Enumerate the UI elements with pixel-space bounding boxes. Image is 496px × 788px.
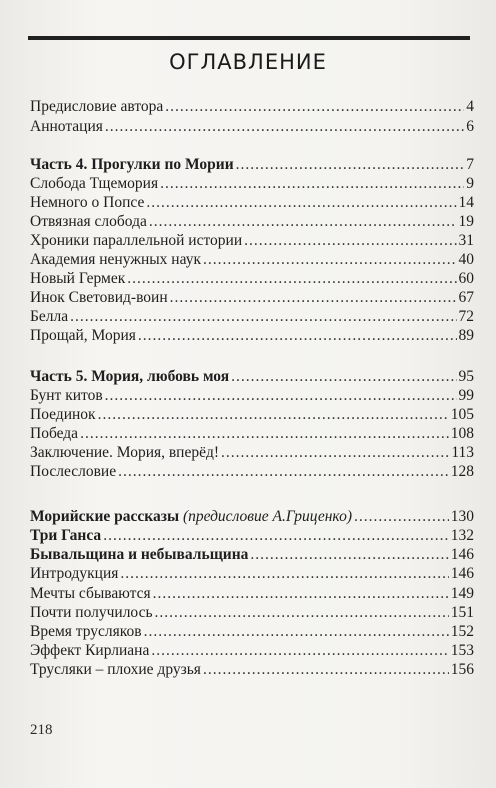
toc-entry-title: Заключение. Мория, вперёд!	[30, 444, 220, 461]
toc-entry-title: Слобода Тщемория	[30, 175, 159, 192]
toc-entry-title: Мечты сбываются	[30, 585, 151, 602]
toc-entry-page: 130	[450, 508, 474, 525]
toc-entry-title-text: Морийские рассказы	[30, 508, 180, 525]
toc-entry-title: Академия ненужных наук	[30, 251, 201, 268]
dot-leader	[144, 622, 449, 642]
toc-entry-page: 99	[458, 387, 474, 404]
dot-leader	[160, 174, 464, 194]
dot-leader	[244, 231, 456, 251]
toc-part-heading	[30, 367, 474, 387]
toc-heading: ОГЛАВЛЕНИЕ	[169, 50, 327, 74]
dot-leader	[354, 507, 449, 527]
toc-entry-page: 4	[466, 98, 474, 115]
toc-entry-page: 149	[450, 585, 474, 602]
dot-leader	[146, 193, 456, 213]
dot-leader	[127, 269, 456, 289]
toc-entry-title: Бунт китов	[30, 387, 103, 404]
toc-entry	[30, 269, 474, 289]
toc-entry-page: 9	[466, 175, 474, 192]
toc-entry	[30, 584, 474, 604]
toc-entry	[30, 326, 474, 346]
toc-entry-page: 151	[450, 604, 474, 621]
toc-entry-page: 105	[450, 406, 474, 423]
top-rule	[28, 36, 470, 40]
toc-entry-title: Новый Гермек	[30, 270, 126, 287]
toc-entry-page: 128	[450, 463, 474, 480]
toc-entry-page: 60	[458, 270, 474, 287]
toc-entry	[30, 622, 474, 642]
toc-entry-title: Часть 4. Прогулки по Мории	[30, 156, 234, 173]
dot-leader	[103, 526, 449, 546]
dot-leader	[153, 584, 449, 604]
toc-entry	[30, 117, 474, 137]
toc-entry-title: Время трусляков	[30, 623, 142, 640]
toc-entry-page: 132	[450, 527, 474, 544]
dot-leader	[118, 462, 449, 482]
toc-entry-page: 156	[450, 661, 474, 678]
toc-entry	[30, 660, 474, 680]
toc-entry-title	[30, 507, 352, 527]
toc-entry-page: 89	[458, 327, 474, 344]
toc-entry-title: Инок Световид-воин	[30, 289, 168, 306]
toc-entry-title: Прощай, Мория	[30, 327, 136, 344]
toc-entry-page: 40	[458, 251, 474, 268]
dot-leader	[165, 97, 464, 117]
toc-entry-title: Хроники параллельной истории	[30, 232, 243, 249]
dot-leader	[105, 386, 457, 406]
toc-entry-title: Немного о Попсе	[30, 194, 145, 211]
toc-entry	[30, 641, 474, 661]
dot-leader	[250, 545, 448, 565]
toc-entry-subtitle: (предисловие А.Гриценко)	[182, 508, 352, 525]
toc-entry-title: Эффект Кирлиана	[30, 642, 150, 659]
toc-entry-title: Три Ганса	[30, 527, 102, 544]
toc-entry-page: 31	[458, 232, 474, 249]
toc-entry-title: Предисловие автора	[30, 98, 164, 115]
toc-entry-page: 14	[458, 194, 474, 211]
dot-leader	[138, 326, 457, 346]
toc-entry	[30, 250, 474, 270]
toc-entry	[30, 212, 474, 232]
toc-entry-page: 7	[466, 156, 474, 173]
toc-entry	[30, 174, 474, 194]
dot-leader	[105, 117, 464, 137]
toc-entry-title: Почти получилось	[30, 604, 153, 621]
dot-leader	[236, 155, 465, 175]
toc-entry	[30, 462, 474, 482]
toc-entry-page: 146	[450, 565, 474, 582]
toc-entry	[30, 443, 474, 463]
toc-entry	[30, 231, 474, 251]
toc-entry	[30, 307, 474, 327]
toc-entry	[30, 405, 474, 425]
toc-entry-title: Поединок	[30, 406, 96, 423]
toc-entry-page: 108	[450, 425, 474, 442]
toc-entry-title: Послесловие	[30, 463, 117, 480]
toc-entry-page: 67	[458, 289, 474, 306]
dot-leader	[80, 424, 449, 444]
page-number: 218	[30, 722, 53, 738]
toc-entry-page: 95	[458, 368, 474, 385]
toc-entry-title: Бывальщина и небывальщина	[30, 546, 249, 563]
dot-leader	[221, 443, 449, 463]
dot-leader	[120, 564, 448, 584]
toc-entry-title: Победа	[30, 425, 79, 442]
toc-entry	[30, 97, 474, 117]
toc-entry-title: Трусляки – плохие друзья	[30, 661, 201, 678]
dot-leader	[70, 307, 456, 327]
toc-entry	[30, 424, 474, 444]
toc-entry-page: 6	[466, 118, 474, 135]
toc-part-heading	[30, 526, 474, 546]
toc-part-heading	[30, 507, 474, 527]
toc-entry	[30, 386, 474, 406]
toc-entry	[30, 564, 474, 584]
toc-entry	[30, 603, 474, 623]
toc-entry-title: Отвязная слобода	[30, 213, 147, 230]
toc-part-heading	[30, 155, 474, 175]
dot-leader	[98, 405, 449, 425]
dot-leader	[231, 367, 456, 387]
dot-leader	[203, 660, 449, 680]
toc-entry-title: Часть 5. Мория, любовь моя	[30, 368, 230, 385]
toc-entry-page: 19	[458, 213, 474, 230]
dot-leader	[170, 288, 457, 308]
toc-entry-title: Интродукция	[30, 565, 119, 582]
toc-entry-title: Аннотация	[30, 118, 103, 135]
toc-entry-page: 113	[451, 444, 474, 461]
toc-entry-page: 146	[450, 546, 474, 563]
dot-leader	[151, 641, 448, 661]
dot-leader	[149, 212, 457, 232]
dot-leader	[155, 603, 449, 623]
toc-entry-page: 153	[450, 642, 474, 659]
toc-entry	[30, 193, 474, 213]
toc-entry-page: 152	[450, 623, 474, 640]
toc-part-heading	[30, 545, 474, 565]
toc-entry-title: Белла	[30, 308, 69, 325]
dot-leader	[203, 250, 457, 270]
toc-entry	[30, 288, 474, 308]
toc-entry-page: 72	[458, 308, 474, 325]
